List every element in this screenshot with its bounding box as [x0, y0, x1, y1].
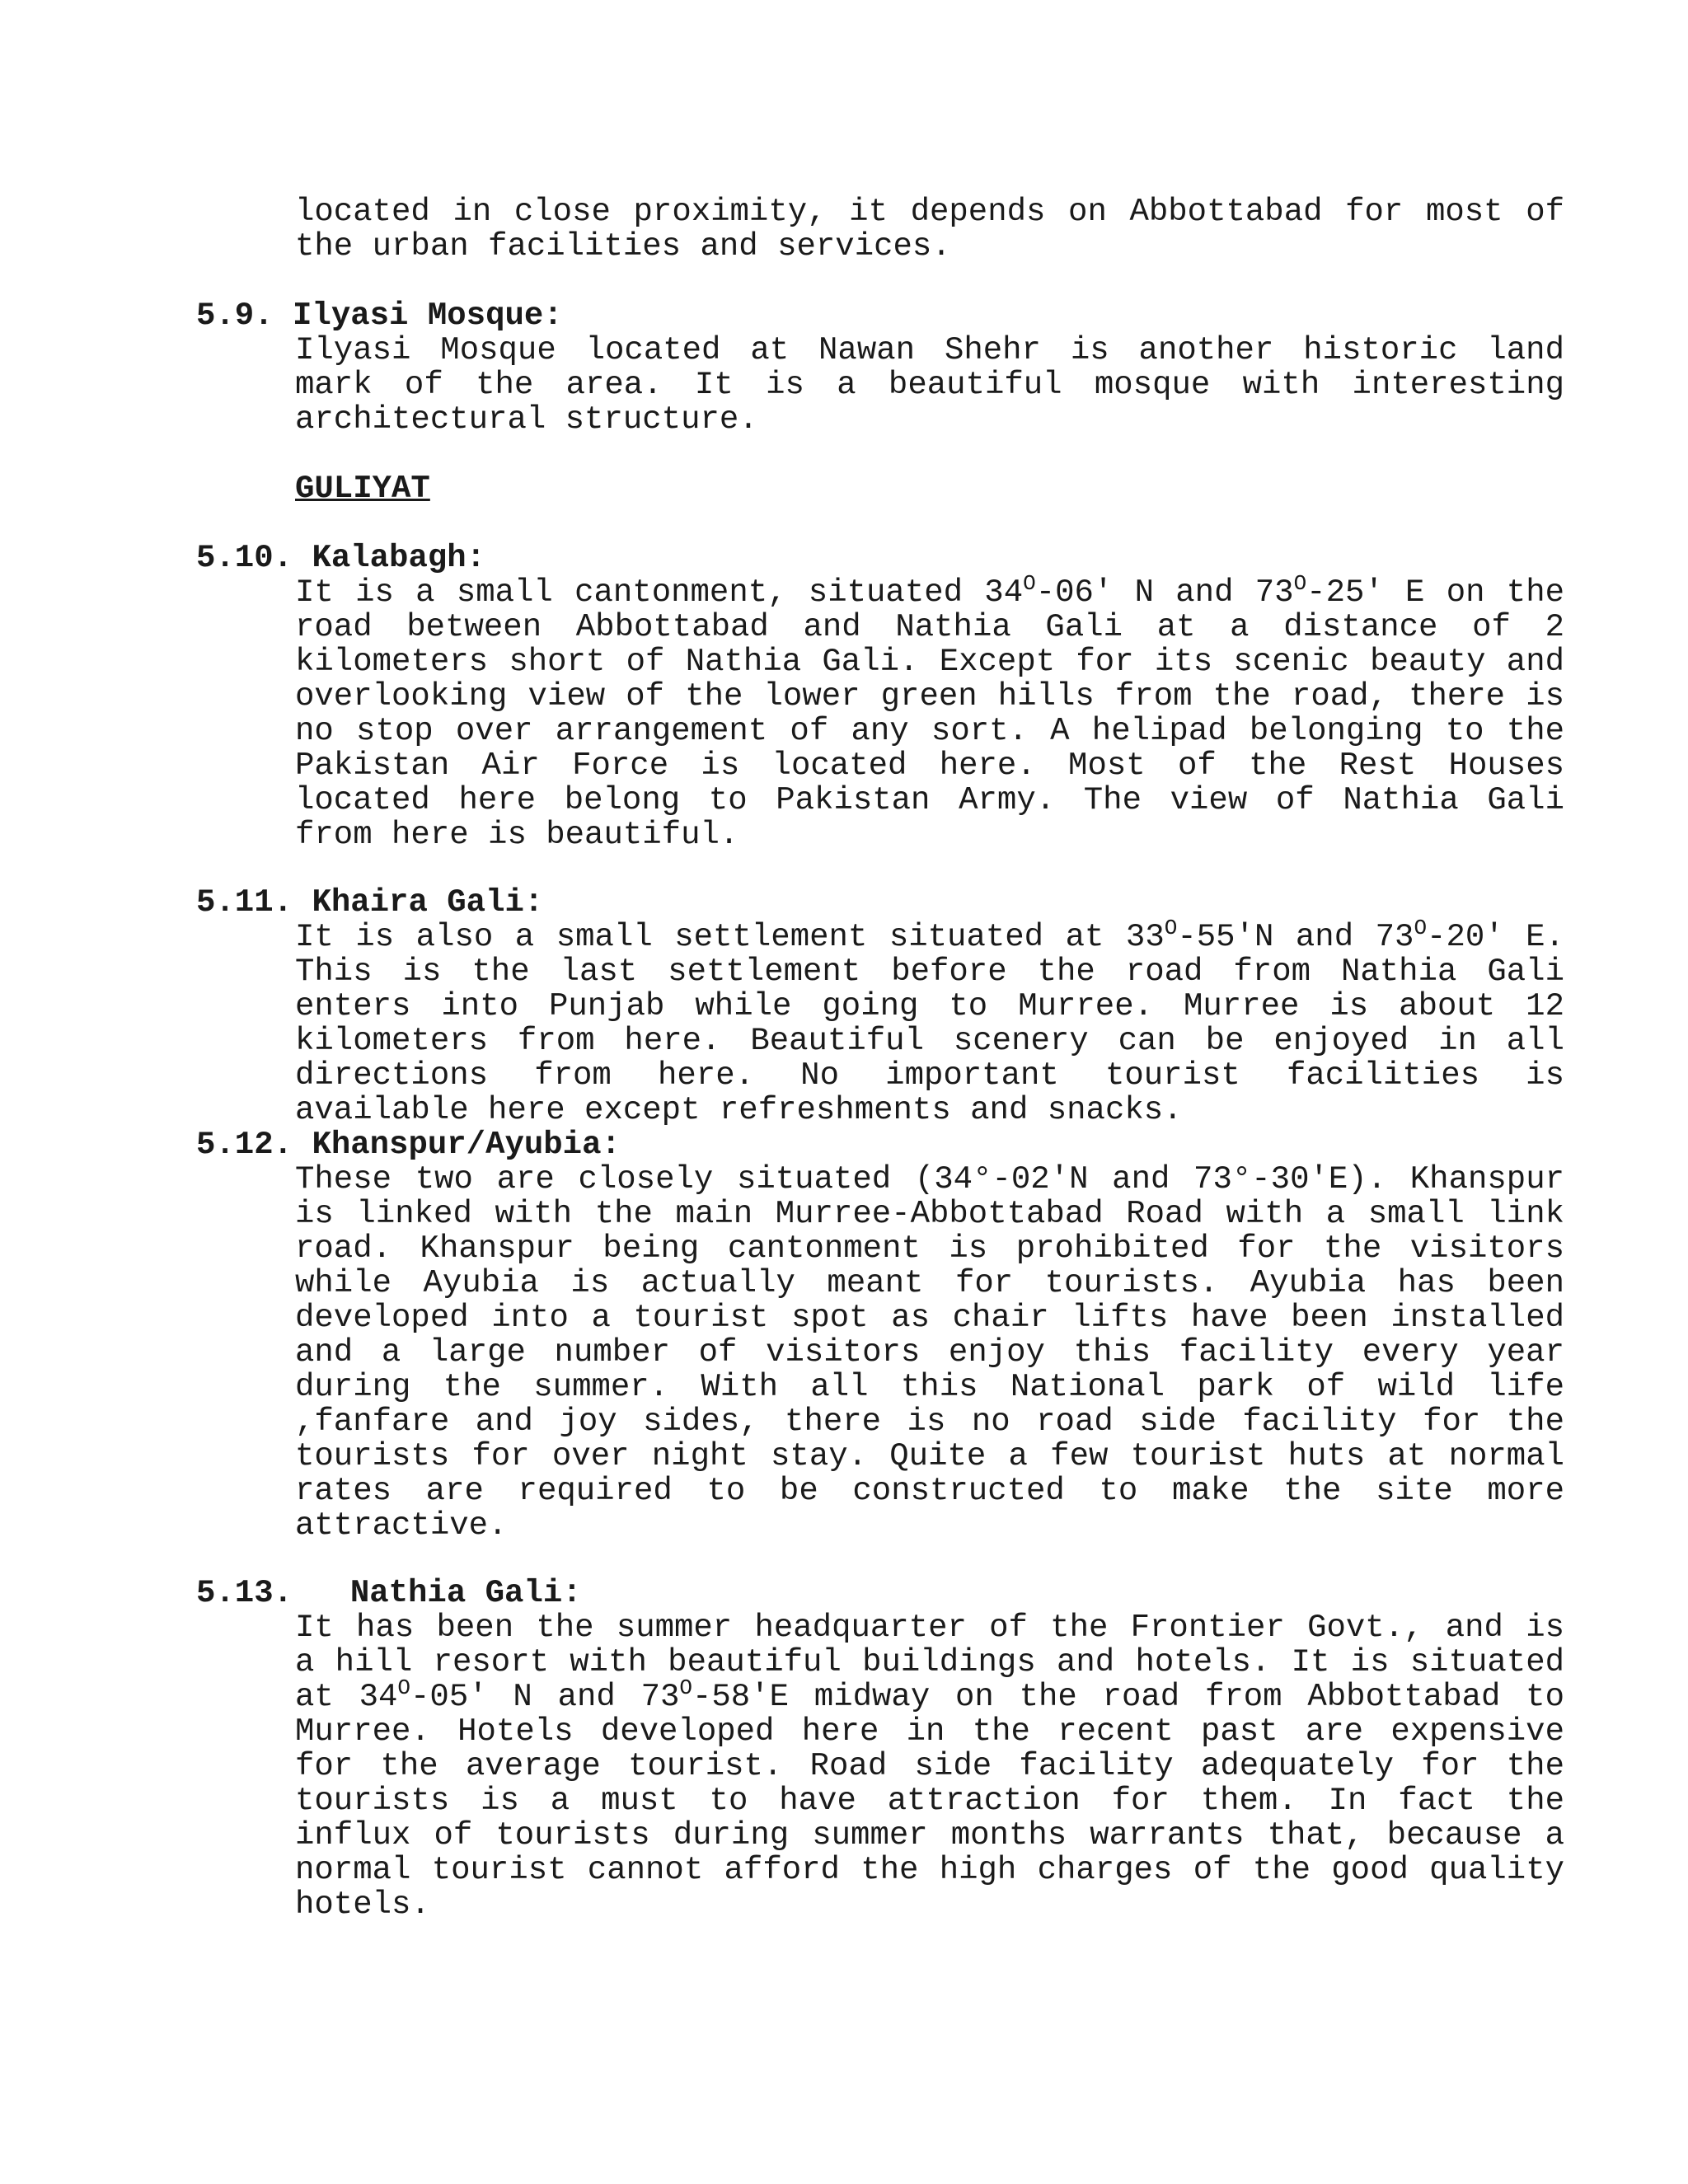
section-title: Kalabagh: [312, 540, 486, 576]
section-5-12-heading [196, 1127, 621, 1162]
khaira-paragraph [295, 916, 1564, 1128]
text-run: It is also a small settlement situated at 33 [295, 919, 1165, 955]
degree-mark: O [1293, 571, 1307, 596]
text-run: -06' N and 73 [1035, 574, 1294, 611]
section-title: Nathia Gali: [349, 1575, 582, 1611]
kalabagh-paragraph [295, 571, 1565, 853]
degree-mark: O [679, 1675, 692, 1700]
section-title: Khaira Gali: [312, 884, 544, 921]
degree-mark: O [397, 1675, 411, 1700]
text-run: -55'N and 73 [1177, 919, 1414, 955]
section-5-9-heading [196, 298, 563, 333]
section-number: 5.12. [196, 1127, 293, 1163]
section-title: Ilyasi Mosque: [293, 298, 563, 334]
section-number: 5.13. [196, 1575, 293, 1611]
degree-mark: O [1164, 916, 1178, 940]
khanspur-paragraph: These two are closely situated (34°-02'N and 73°-30'E). Khanspur is linked with the main Murree-Abbottabad Road with a small link road. Khanspur being cantonment is prohibited for the visitors while Ayubia is actually meant for tourists. Ayubia has been developed into a tourist spot as chair lifts have been installed and a large number of visitors enjoy this facility every year during the summer. With all this National park of wild life ,fanfare and joy sides, there is no road side facility for the tourists for over night stay. Quite a few tourist huts at normal rates are required to be constructed to make the site more attractive. [295, 1161, 1564, 1544]
section-5-13-heading [196, 1576, 582, 1610]
section-number: 5.9. [196, 298, 274, 334]
text-run: It has been the summer headquarter of the Frontier Govt., and is a hill resort with beautiful buildings and hotels. It is situated at 34 [295, 1610, 1564, 1715]
text-run: -05' N and 73 [410, 1679, 680, 1715]
section-5-11-heading [196, 885, 543, 920]
section-title: Khanspur/Ayubia: [312, 1127, 621, 1163]
degree-mark: O [1023, 571, 1036, 596]
ilyasi-paragraph: Ilyasi Mosque located at Nawan Shehr is another historic land mark of the area. It is a beautiful mosque with interesting architectural structure. [295, 332, 1564, 438]
degree-mark: O [1414, 916, 1428, 940]
text-run: It is a small cantonment, situated 34 [295, 574, 1024, 611]
section-number: 5.10. [196, 540, 293, 576]
nathia-paragraph [295, 1610, 1564, 1922]
section-5-10-heading [196, 541, 485, 575]
text-run: -25' E on the road between Abbottabad and Nathia Gali at a distance of 2 kilometers short of Nathia Gali. Except for its scenic beauty and overlooking view of the lower green hills from the road, there is no stop over arrangement of any sort. A helipad belonging to the Pakistan Air Force is located here. Most of the Rest Houses located here belong to Pakistan Army. The view of Nathia Gali from here is beautiful. [295, 574, 1565, 853]
region-heading-guliyat: GULIYAT [295, 471, 430, 507]
intro-paragraph: located in close proximity, it depends on Abbottabad for most of the urban facilities and services. [295, 194, 1564, 265]
text-run: -58'E midway on the road from Abbottabad to Murree. Hotels developed here in the recent past are expensive for the average tourist. Road side facility adequately for the tourists is a must to have attraction for them. In fact the influx of tourists during summer months warrants that, because a normal tourist cannot afford the high charges of the good quality hotels. [295, 1679, 1564, 1923]
text-run: -20' E. This is the last settlement before the road from Nathia Gali enters into Punjab while going to Murree. Murree is about 12 kilometers from here. Beautiful scenery can be enjoyed in all directions from here. No important tourist facilities is available here except refreshments and snacks. [295, 919, 1564, 1128]
section-number: 5.11. [196, 884, 293, 921]
